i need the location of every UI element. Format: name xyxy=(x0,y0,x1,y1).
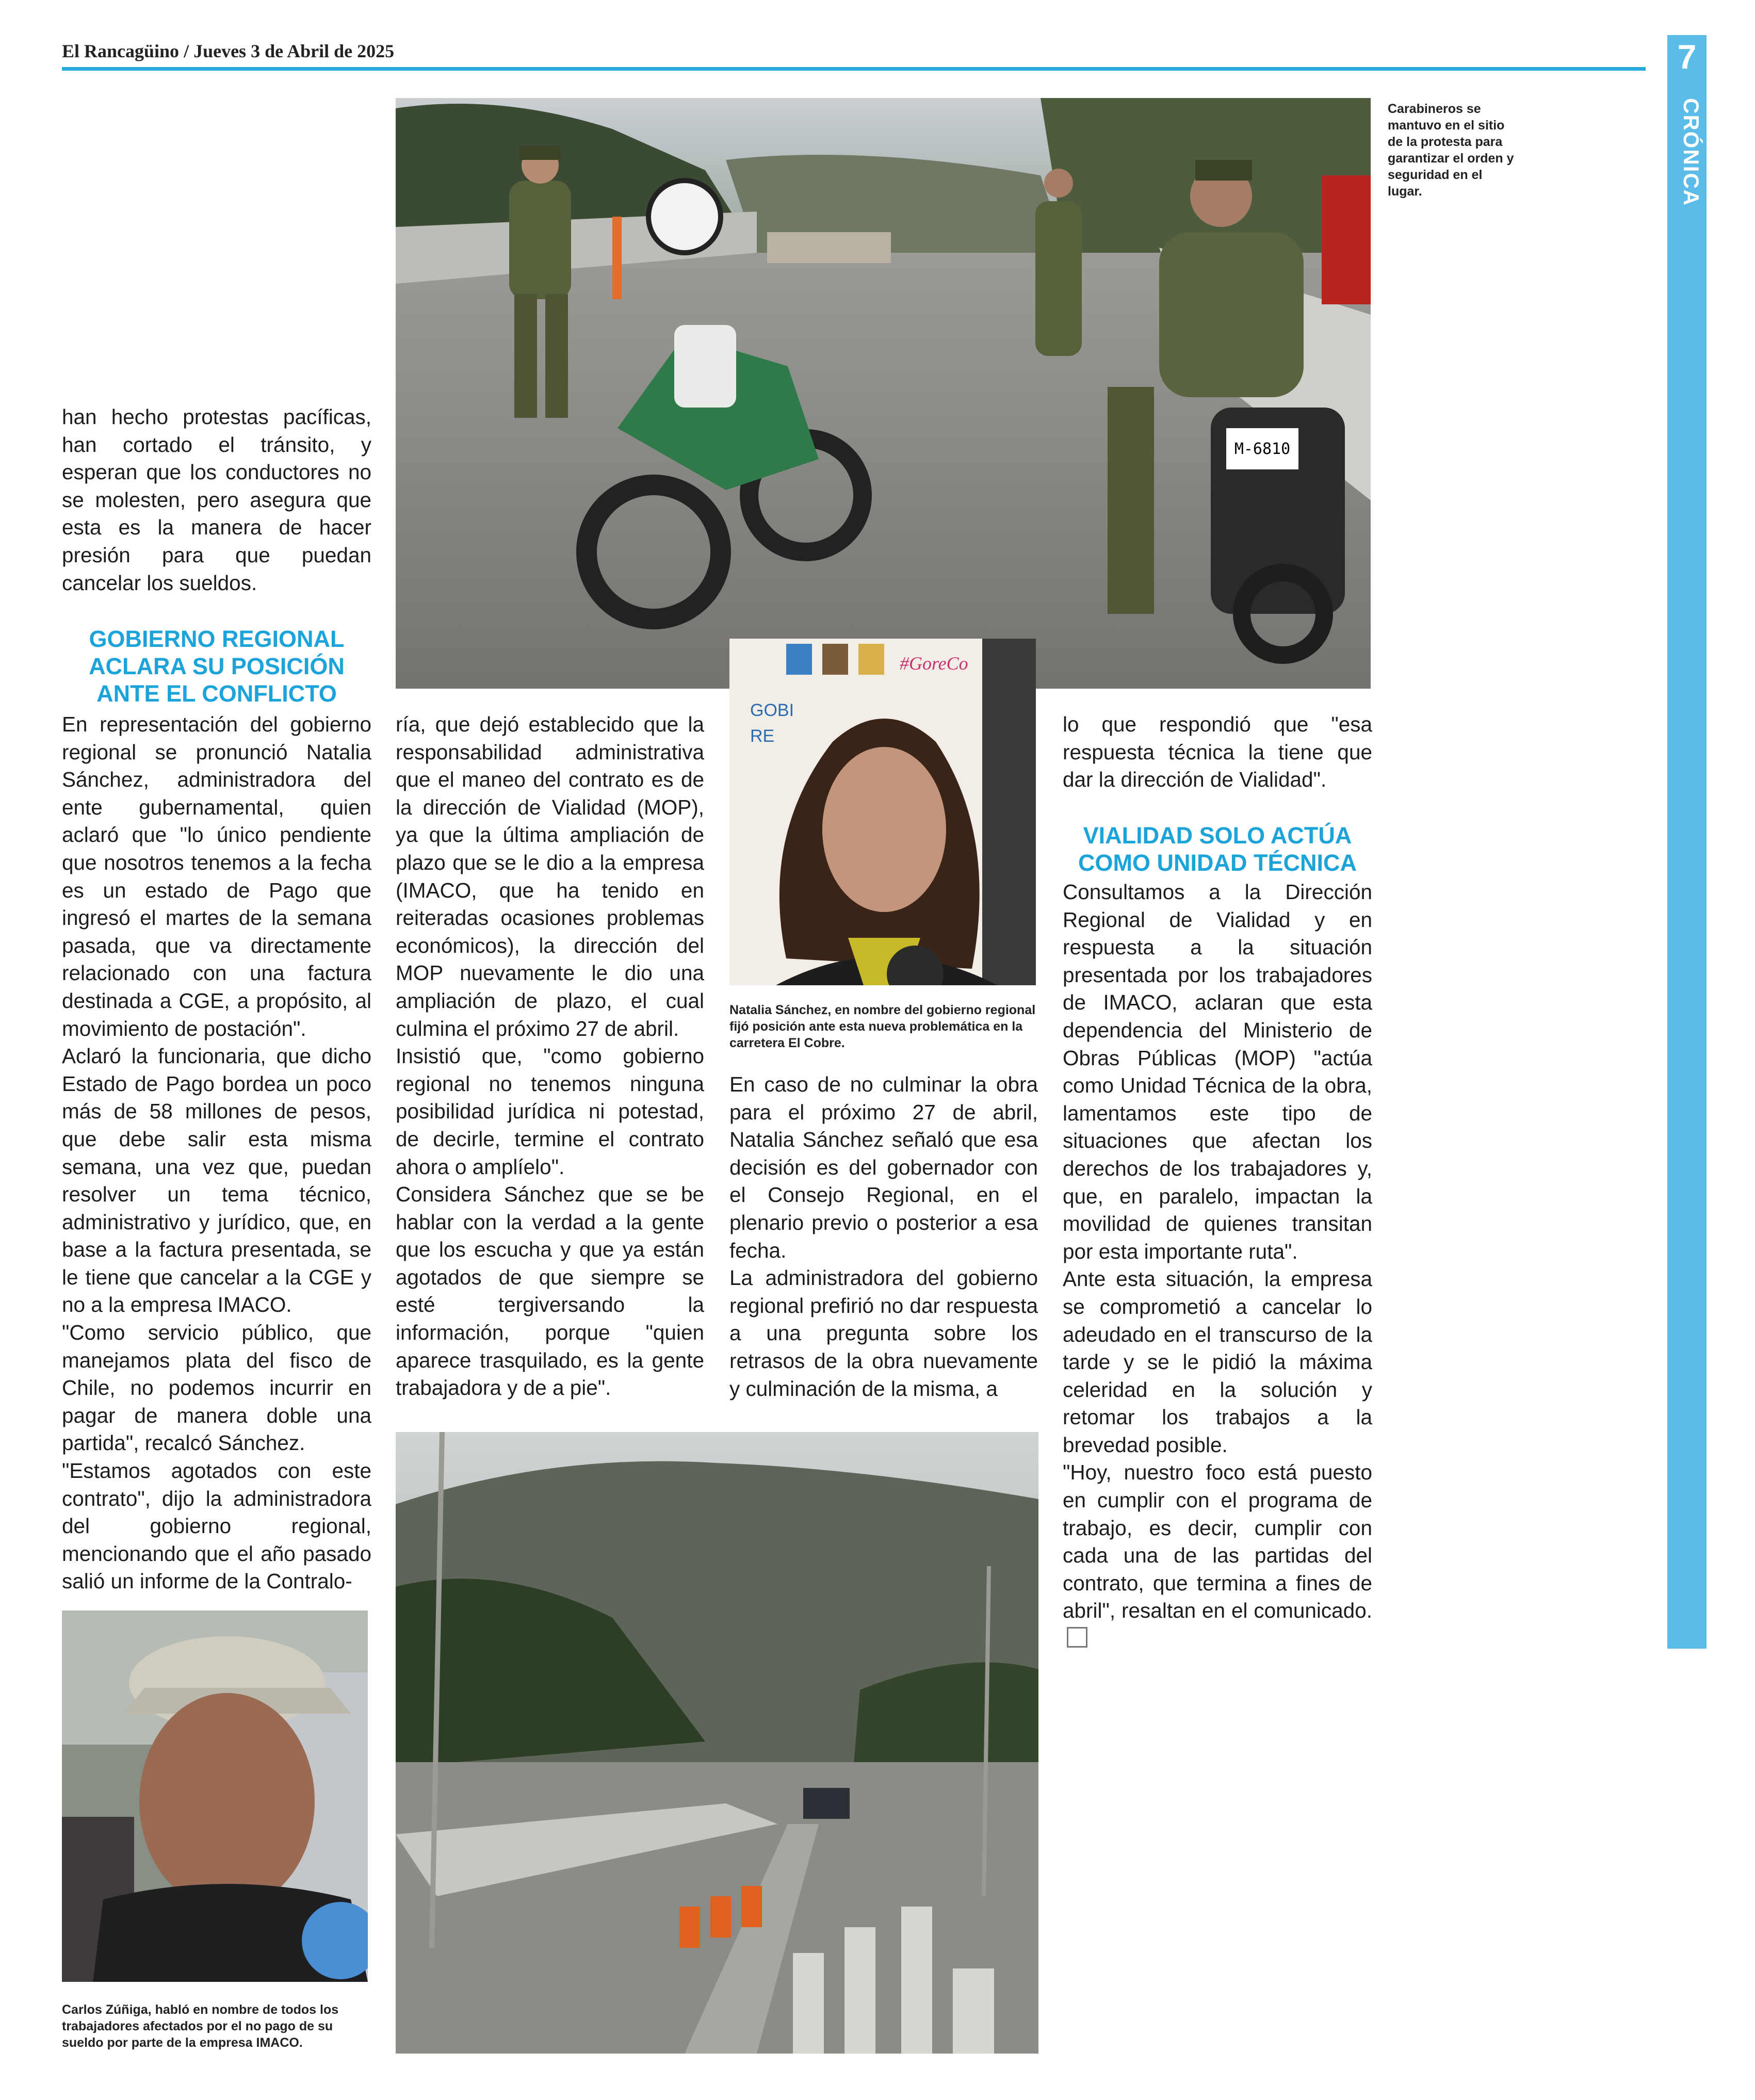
header-separator: / xyxy=(179,41,194,61)
paragraph: La administradora del gobierno regional prefirió no dar respuesta a una pregunta sobre los retrasos de la obra nuevamente y culminación de la misma, a xyxy=(729,1266,1038,1401)
paragraph: Consultamos a la Dirección Regional de Vialidad y en respuesta a la situación presentada por los trabajadores de IMACO, aclaran que esta dependencia del Ministerio de Obras Públicas (MOP) "actúa como Unidad Técnica de la obra, lamentamos este tipo de situaciones que afectan los derechos de los trabajadores y, que, en paralelo, impactan la movilidad de quienes transitan por esta importante ruta". xyxy=(1063,880,1372,1263)
carlos-zuniga-photo xyxy=(62,1610,368,1982)
license-plate: M-6810 xyxy=(1234,440,1291,458)
column-4-top xyxy=(1063,711,1372,794)
paragraph: "Hoy, nuestro foco está puesto en cumplir con el programa de trabajo, es decir, cumplir con cada una de las partidas del contrato, que termina a fines de abril", resaltan en el comunicado. xyxy=(1063,1460,1372,1623)
paragraph: Ante esta situación, la empresa se comprometió a cancelar lo adeudado en el transcurso de la tarde y se le pidió la máxima celeridad en la solución y retomar los trabajos a la brevedad posible. xyxy=(1063,1267,1372,1457)
caption-natalia-sanchez: Natalia Sánchez, en nombre del gobierno regional fijó posición ante esta nueva problemática en la carretera El Cobre. xyxy=(729,1003,1036,1050)
paragraph: En caso de no culminar la obra para el próximo 27 de abril, Natalia Sánchez señaló que esa decisión es del gobernador con el Consejo Regional, en el plenario previo o posterior a esa fecha. xyxy=(729,1072,1038,1262)
column-1-top xyxy=(62,403,371,597)
paragraph: "Estamos agotados con este contrato", dijo la administradora del gobierno regional, mencionando que el año pasado salió un informe de la Contralo- xyxy=(62,1459,371,1593)
paragraph: "Como servicio público, que manejamos plata del fisco de Chile, no podemos incurrir en pagar de manera doble una partida", recalcó Sánchez. xyxy=(62,1321,371,1455)
paragraph: Considera Sánchez que se be hablar con la verdad a la gente que los escucha y que ya están agotados de que siempre se esté tergiversando la información, porque "quien aparece trasquilado, es la gente trabajadora y de a pie". xyxy=(396,1182,704,1400)
end-of-article-icon xyxy=(1067,1627,1087,1648)
header-rule xyxy=(62,67,1646,71)
paragraph: Insistió que, "como gobierno regional no tenemos ninguna posibilidad jurídica ni potestad, de decirle, termine el contrato ahora o amplíelo". xyxy=(396,1044,704,1179)
backdrop-hashtag: #GoreCo xyxy=(900,653,968,674)
road-works-photo xyxy=(396,1432,1038,2054)
natalia-sanchez-photo xyxy=(729,639,1036,985)
paragraph: han hecho protestas pacíficas, han cortado el tránsito, y esperan que los conductores no se molesten, pero asegura que esta es la manera de hacer presión para que puedan cancelar los sueldos. xyxy=(62,405,371,595)
newspaper-name: El Rancagüino xyxy=(62,41,180,61)
page-number: 7 xyxy=(1677,38,1697,76)
paragraph: lo que respondió que "esa respuesta técnica la tiene que dar la dirección de Vialidad". xyxy=(1063,712,1372,792)
issue-date: Jueves 3 de Abril de 2025 xyxy=(193,41,395,61)
page-header xyxy=(62,40,1646,70)
paragraph: Aclaró la funcionaria, que dicho Estado de Pago bordea un poco más de 58 millones de pesos, que debe salir esta misma semana, una vez que, puedan resolver un tema técnico, administrativo y jurídico, que, en base a la factura presentada, se le tiene que cancelar a la CGE y no a la empresa IMACO. xyxy=(62,1044,371,1317)
backdrop-text: GOBI xyxy=(750,701,794,720)
column-3-body xyxy=(729,1071,1038,1403)
caption-carabineros: Carabineros se mantuvo en el sitio de la protesta para garantizar el orden y seguridad en el lugar. xyxy=(1388,102,1514,199)
column-1-body xyxy=(62,711,371,1596)
backdrop-text: RE xyxy=(750,726,775,746)
column-4-body xyxy=(1063,878,1372,1653)
subhead-gobierno-regional: GOBIERNO REGIONAL ACLARA SU POSICIÓN ANTE EL CONFLICTO xyxy=(89,626,345,707)
paragraph: En representación del gobierno regional se pronunció Natalia Sánchez, administradora del ente gubernamental, quien aclaró que "lo único pendiente que nosotros tenemos a la fecha es un estado de Pago que ingresó el martes de la semana pasada, que va directamente relacionado con una factura destinada a CGE, a propósito, al movimiento de postación". xyxy=(62,712,371,1040)
carabineros-photo xyxy=(396,98,1371,689)
section-label: CRÓNICA xyxy=(1679,98,1703,206)
caption-carlos-zuniga: Carlos Zúñiga, habló en nombre de todos los trabajadores afectados por el no pago de su sueldo por parte de la empresa IMACO. xyxy=(62,2003,339,2050)
paragraph: ría, que dejó establecido que la responsabilidad administrativa que el maneo del contrato es de la dirección de Vialidad (MOP), ya que la última ampliación de plazo que se le dio a la empresa (IMACO, que ha tenido en reiteradas ocasiones problemas económicos), la dirección del MOP nuevamente le dio una ampliación de plazo, el cual culmina el próximo 27 de abril. xyxy=(396,712,704,1040)
column-2-body xyxy=(396,711,704,1402)
subhead-vialidad: VIALIDAD SOLO ACTÚA COMO UNIDAD TÉCNICA xyxy=(1078,822,1357,876)
